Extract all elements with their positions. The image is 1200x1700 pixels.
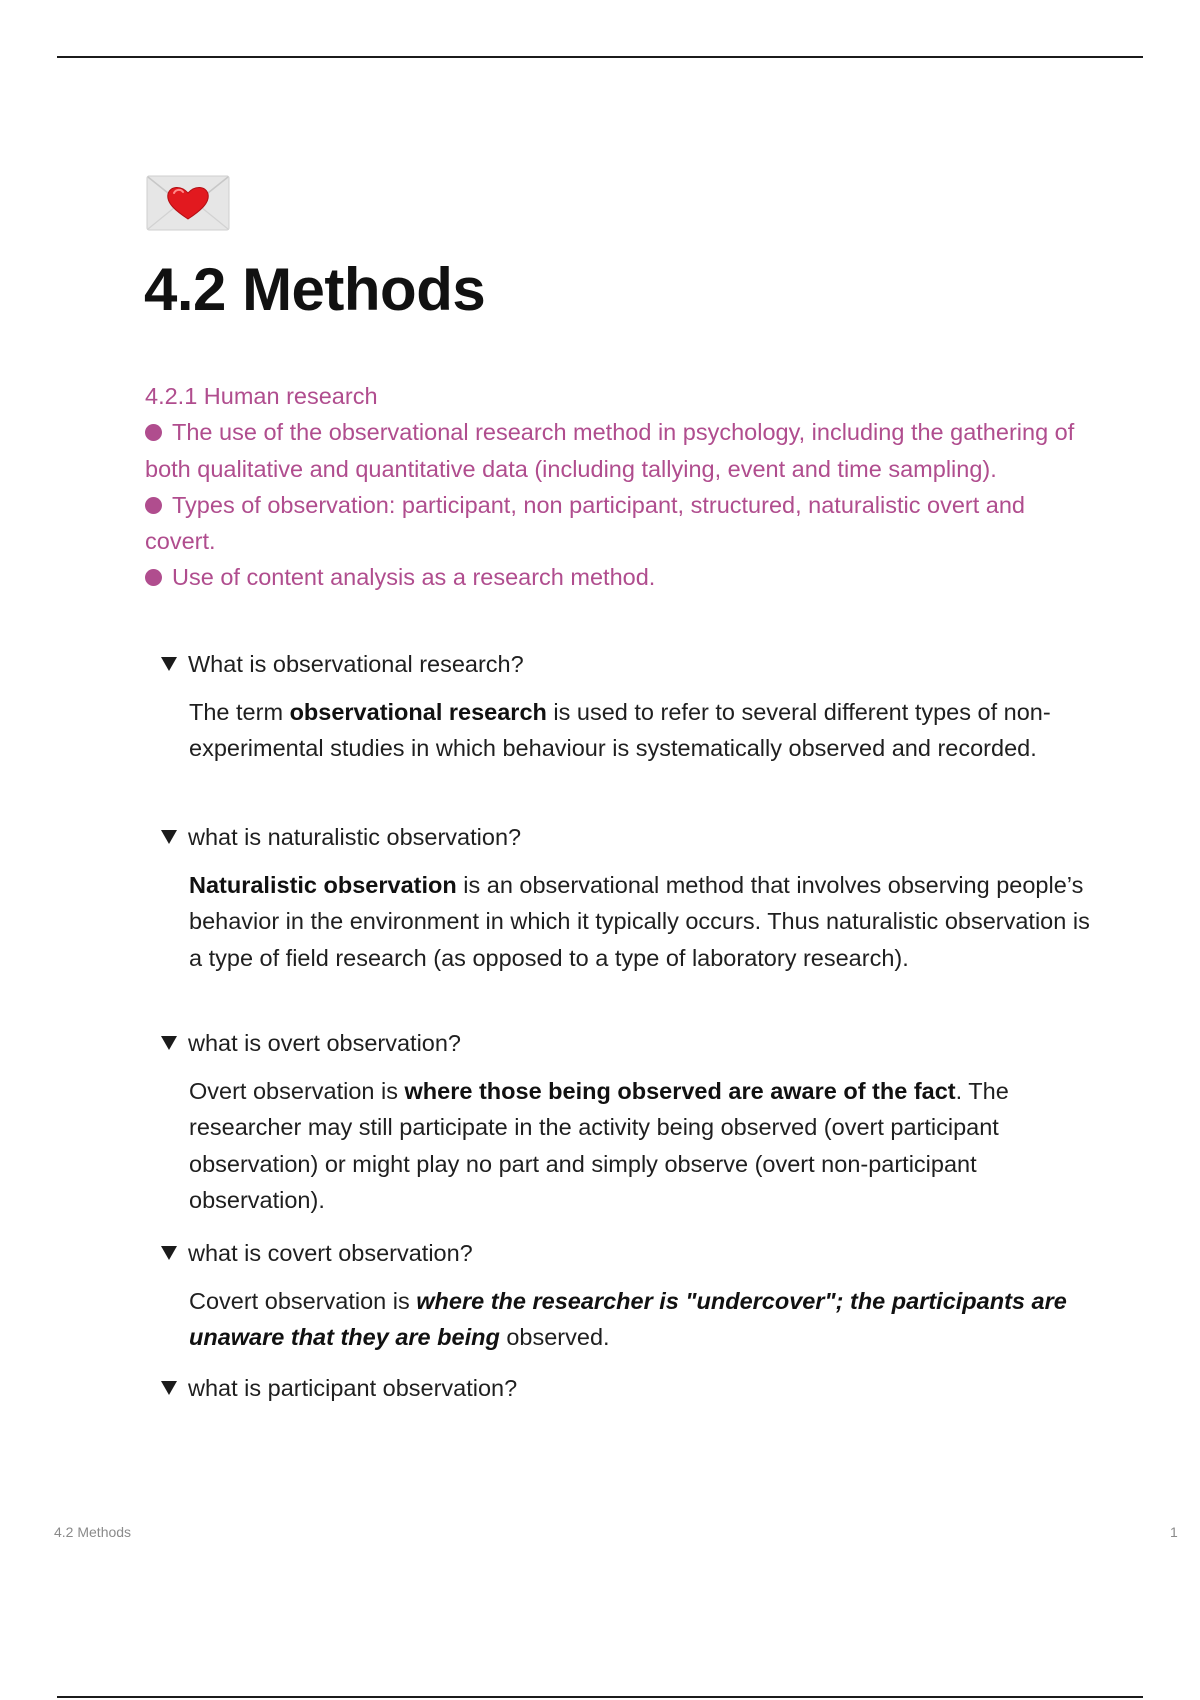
footer-doc-title: 4.2 Methods xyxy=(54,1524,132,1540)
spec-heading: 4.2.1 Human research xyxy=(145,383,378,409)
toggle-triangle-icon[interactable] xyxy=(161,657,177,671)
toggle-answer: Overt observation is where those being observed are aware of the fact. The researcher may still participate in the activity being observed (overt participant observation) or might play no part and simply observe (overt non-participant observation). xyxy=(189,1078,1009,1214)
toggle-triangle-icon[interactable] xyxy=(161,830,177,844)
toggle-answer: The term observational research is used to refer to several different types of non-experimental studies in which behaviour is systematically observed and recorded. xyxy=(189,699,1051,762)
spec-callout xyxy=(145,378,1090,596)
spec-bullet: Use of content analysis as a research method. xyxy=(145,559,1090,595)
footer-page-number: 1 xyxy=(1170,1524,1178,1540)
spec-bullet: The use of the observational research method in psychology, including the gathering of both qualitative and quantitative data (including tallying, event and time sampling). xyxy=(145,419,1075,482)
toggle-triangle-icon[interactable] xyxy=(161,1246,177,1260)
bullet-dot-icon xyxy=(145,569,162,586)
page-title: 4.2 Methods xyxy=(144,256,486,323)
toggle-naturalistic-observation[interactable]: what is naturalistic observation? xyxy=(161,821,521,853)
toggle-triangle-icon[interactable] xyxy=(161,1036,177,1050)
toggle-triangle-icon[interactable] xyxy=(161,1381,177,1395)
toggle-overt-observation[interactable]: what is overt observation? xyxy=(161,1027,461,1059)
bullet-dot-icon xyxy=(145,497,162,514)
toggle-participant-observation[interactable]: what is participant observation? xyxy=(161,1372,517,1404)
spec-bullet: Types of observation: participant, non participant, structured, naturalistic overt and covert. xyxy=(145,491,1025,555)
top-rule xyxy=(57,56,1143,58)
toggle-answer: Covert observation is where the researcher is "undercover"; the participants are unaware that they are being observed. xyxy=(189,1288,1067,1351)
toggle-observational-research[interactable]: What is observational research? xyxy=(161,648,524,680)
heart-letter-icon xyxy=(146,175,230,231)
bullet-dot-icon xyxy=(145,424,162,441)
bottom-rule xyxy=(57,1696,1143,1698)
toggle-answer: Naturalistic observation is an observational method that involves observing people’s behavior in the environment in which it typically occurs. Thus naturalistic observation is a type of field research (as opposed to a type of laboratory research). xyxy=(189,872,1090,971)
toggle-covert-observation[interactable]: what is covert observation? xyxy=(161,1237,473,1269)
